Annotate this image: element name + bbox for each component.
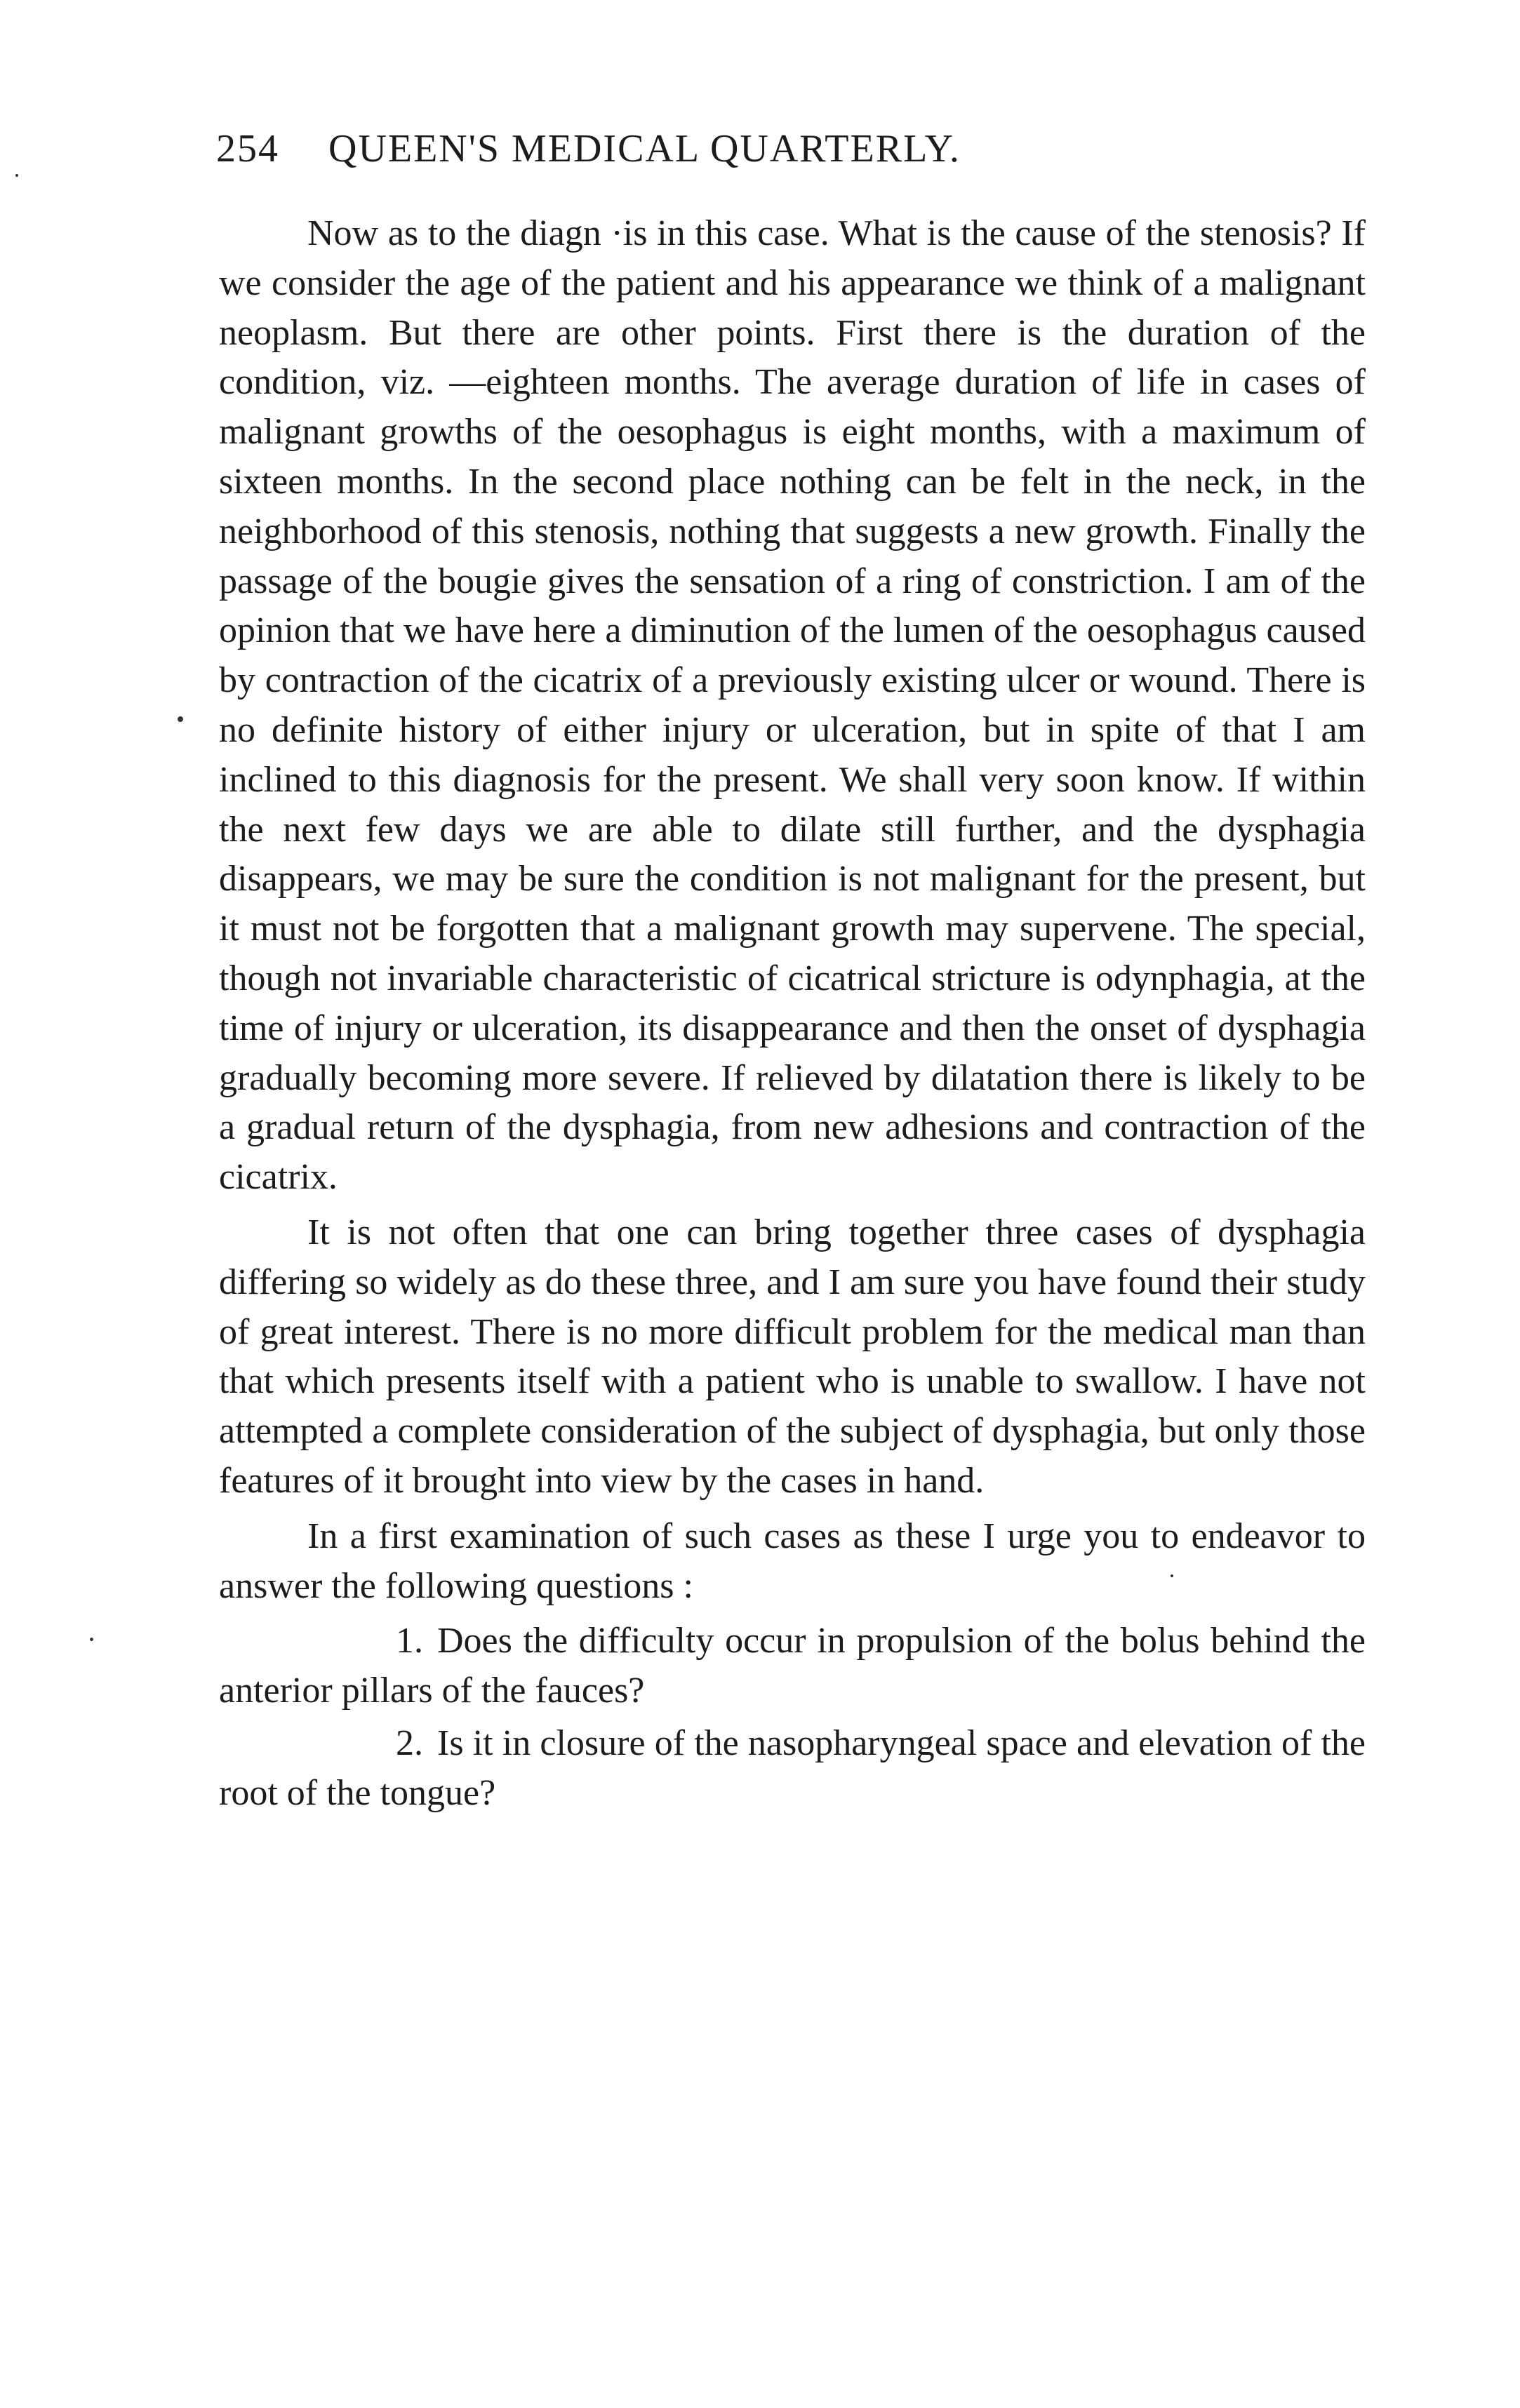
margin-speck — [178, 716, 183, 722]
question-text: Is it in closure of the nasopharyngeal space and elevation of the root of the tongue? — [219, 1723, 1366, 1813]
running-title: QUEEN'S MEDICAL QUARTERLY. — [328, 127, 961, 170]
margin-speck — [1171, 1574, 1173, 1577]
paragraph-summary: It is not often that one can bring together three cases of dysphagia differing so widely as do these three, and I am sure you have found their study of great interest. There is no more difficult problem for the medical man than that which presents itself with a patient who is unable to swallow. I have not attempted a complete consideration of the subject of dysphagia, but only those features of it brought into view by the cases in hand. — [219, 1212, 1366, 1501]
question-item — [219, 1617, 1366, 1716]
margin-speck — [90, 1638, 93, 1641]
paragraph-questions-intro: In a first examination of such cases as these I urge you to endeavor to answer the following questions : — [219, 1516, 1366, 1606]
running-header — [216, 121, 1199, 177]
paragraph-diagnosis: Now as to the diagn ·is in this case. What is the cause of the stenosis? If we consider the age of the patient and his appearance we think of a malignant neoplasm. But there are other points. First there is the duration of the condition, viz. —eighteen months. The average duration of life in cases of malignant growths of the oesophagus is eight months, with a maximum of sixteen months. In the second place nothing can be felt in the neck, in the neighborhood of this stenosis, nothing that suggests a new growth. Finally the passage of the bougie gives the sensation of a ring of constriction. I am of the opinion that we have here a diminution of the lumen of the oesophagus caused by contraction of the cicatrix of a previously existing ulcer or wound. There is no definite history of either injury or ulceration, but in spite of that I am inclined to this diagnosis for the present. We shall very soon know. If within the next few days we are able to dilate still further, and the dysphagia disappears, we may be sure the condition is not malignant for the present, but it must not be forgotten that a malignant growth may supervene. The special, though not invariable characteristic of cicatrical stricture is odynphagia, at the time of injury or ulceration, its disappearance and then the onset of dysphagia gradually becoming more severe. If relieved by dilatation there is likely to be a gradual return of the dysphagia, from new adhesions and contraction of the cicatrix. — [219, 213, 1366, 1198]
question-number: 2. — [396, 1723, 423, 1763]
question-item — [219, 1719, 1366, 1819]
question-text: Does the difficulty occur in propulsion of the bolus behind the anterior pillars of the fauces? — [219, 1621, 1366, 1711]
question-number: 1. — [396, 1621, 423, 1661]
page-number: 254 — [216, 127, 279, 170]
body-text — [219, 209, 1366, 1819]
margin-speck — [15, 174, 18, 177]
